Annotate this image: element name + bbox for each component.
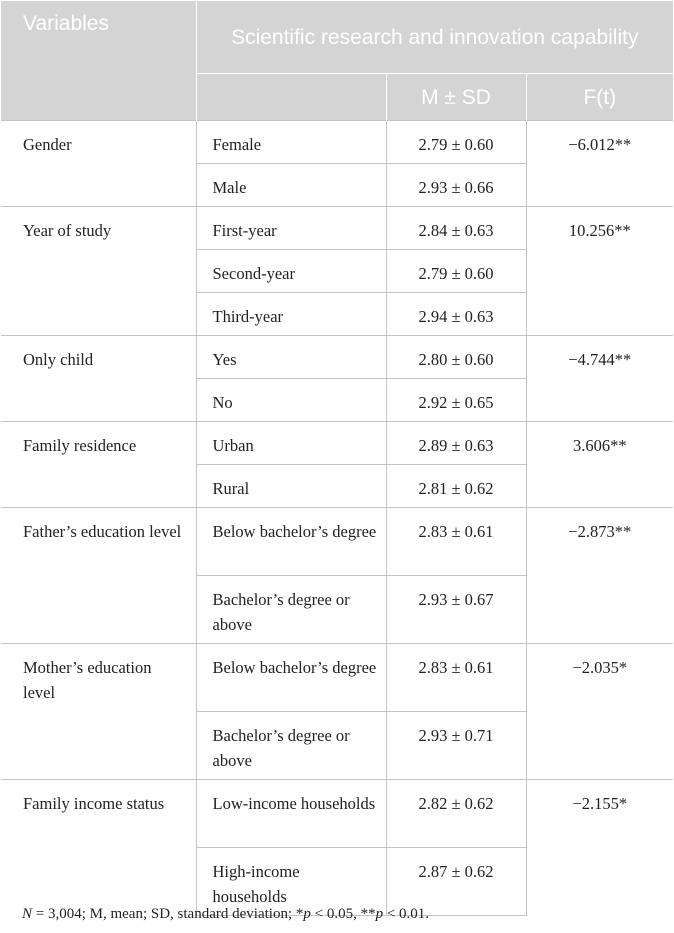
msd-cell: 2.79 ± 0.60 xyxy=(386,121,526,164)
msd-cell: 2.93 ± 0.67 xyxy=(386,576,526,644)
category-cell: Rural xyxy=(196,465,386,508)
msd-cell: 2.84 ± 0.63 xyxy=(386,207,526,250)
category-cell: Female xyxy=(196,121,386,164)
category-cell: Male xyxy=(196,164,386,207)
msd-cell: 2.79 ± 0.60 xyxy=(386,250,526,293)
variable-cell: Year of study xyxy=(1,207,196,336)
results-table xyxy=(1,1,673,916)
category-cell: Urban xyxy=(196,422,386,465)
header-msd: M ± SD xyxy=(386,74,526,121)
header-blank xyxy=(196,74,386,121)
table-row xyxy=(1,508,673,576)
f-statistic-cell: −2.155* xyxy=(526,780,673,916)
category-cell: Below bachelor’s degree xyxy=(196,644,386,712)
msd-cell: 2.83 ± 0.61 xyxy=(386,508,526,576)
category-cell: Below bachelor’s degree xyxy=(196,508,386,576)
category-cell: Second-year xyxy=(196,250,386,293)
msd-cell: 2.93 ± 0.66 xyxy=(386,164,526,207)
table-body xyxy=(1,121,673,916)
f-statistic-cell: −6.012** xyxy=(526,121,673,207)
table-header xyxy=(1,1,673,121)
table-row xyxy=(1,121,673,164)
table-row xyxy=(1,780,673,848)
table-row xyxy=(1,422,673,465)
category-cell: First-year xyxy=(196,207,386,250)
header-ft: F(t) xyxy=(526,74,673,121)
msd-cell: 2.93 ± 0.71 xyxy=(386,712,526,780)
variable-cell: Gender xyxy=(1,121,196,207)
header-variables: Variables xyxy=(1,1,196,121)
msd-cell: 2.92 ± 0.65 xyxy=(386,379,526,422)
category-cell: High-income households xyxy=(196,848,386,916)
msd-cell: 2.87 ± 0.62 xyxy=(386,848,526,916)
category-cell: Bachelor’s degree or above xyxy=(196,712,386,780)
msd-cell: 2.83 ± 0.61 xyxy=(386,644,526,712)
table-row xyxy=(1,207,673,250)
category-cell: Low-income households xyxy=(196,780,386,848)
table-footnote: N = 3,004; M, mean; SD, standard deviation; *p < 0.05, **p < 0.01. xyxy=(22,906,430,922)
table-row xyxy=(1,644,673,712)
variable-cell: Only child xyxy=(1,336,196,422)
variable-cell: Family income status xyxy=(1,780,196,916)
f-statistic-cell: 3.606** xyxy=(526,422,673,508)
f-statistic-cell: −4.744** xyxy=(526,336,673,422)
msd-cell: 2.81 ± 0.62 xyxy=(386,465,526,508)
msd-cell: 2.94 ± 0.63 xyxy=(386,293,526,336)
table-row xyxy=(1,336,673,379)
f-statistic-cell: 10.256** xyxy=(526,207,673,336)
msd-cell: 2.82 ± 0.62 xyxy=(386,780,526,848)
msd-cell: 2.80 ± 0.60 xyxy=(386,336,526,379)
f-statistic-cell: −2.035* xyxy=(526,644,673,780)
header-group: Scientific research and innovation capability xyxy=(196,1,673,74)
msd-cell: 2.89 ± 0.63 xyxy=(386,422,526,465)
f-statistic-cell: −2.873** xyxy=(526,508,673,644)
category-cell: Bachelor’s degree or above xyxy=(196,576,386,644)
variable-cell: Father’s education level xyxy=(1,508,196,644)
category-cell: Yes xyxy=(196,336,386,379)
category-cell: No xyxy=(196,379,386,422)
variable-cell: Family residence xyxy=(1,422,196,508)
category-cell: Third-year xyxy=(196,293,386,336)
variable-cell: Mother’s education level xyxy=(1,644,196,780)
